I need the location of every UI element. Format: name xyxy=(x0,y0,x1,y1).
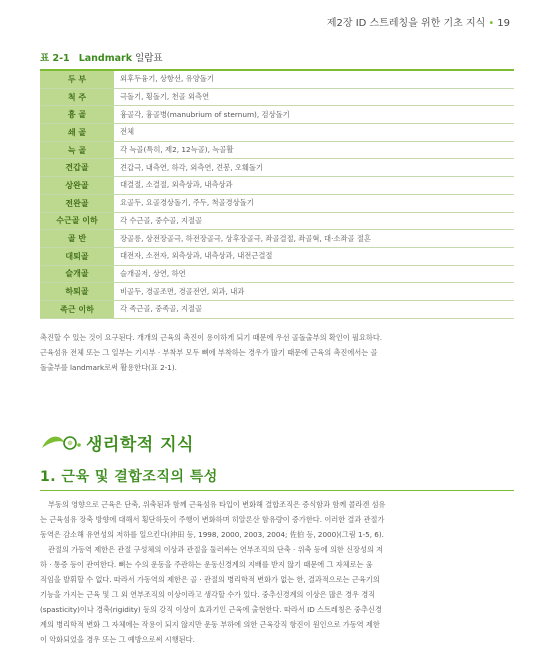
row-value: 극돌기, 횡돌기, 천골 외측연 xyxy=(114,88,514,106)
body-paragraph-1 xyxy=(40,330,514,375)
row-value: 견갑극, 내측연, 하각, 외측연, 견봉, 오훼돌기 xyxy=(114,159,514,177)
row-label: 견갑골 xyxy=(40,159,114,177)
table-row xyxy=(40,230,514,248)
landmark-table xyxy=(40,69,514,319)
text-line: 부동의 영향으로 근육은 단축, 위축된과 함께 근육섬유 타입이 변화해 결합조직은 증식함과 함께 콜라겐 섬유 xyxy=(48,500,386,509)
row-label: 족근 이하 xyxy=(40,300,114,318)
row-value: 슬개골저, 상연, 하연 xyxy=(114,265,514,283)
row-label: 척 주 xyxy=(40,88,114,106)
row-value: 각 수근골, 중수골, 지절골 xyxy=(114,212,514,230)
body-paragraph-2 xyxy=(40,497,514,647)
row-value: 전체 xyxy=(114,124,514,142)
table-title-en: Landmark xyxy=(78,53,133,64)
row-label: 흉 골 xyxy=(40,106,114,124)
row-label: 하퇴골 xyxy=(40,283,114,301)
table-row xyxy=(40,124,514,142)
table-row xyxy=(40,106,514,124)
text-line: 촉진할 수 있는 것이 요구된다. 개개의 근육의 촉진이 용이하게 되기 때문에 우선 골돌출부의 확인이 필요하다. xyxy=(40,333,383,342)
row-label: 골 반 xyxy=(40,230,114,248)
table-row xyxy=(40,141,514,159)
row-value: 흉골각, 흉골병(manubrium of sternum), 검상돌기 xyxy=(114,106,514,124)
row-value: 외후두융기, 상항선, 유양돌기 xyxy=(114,70,514,88)
row-value: 장골릉, 상전장골극, 하전장골극, 상후장골극, 좌골결절, 좌골혁, 대·소좌골 절흔 xyxy=(114,230,514,248)
row-value: 대결절, 소결절, 외측상과, 내측상과 xyxy=(114,177,514,195)
table-row xyxy=(40,212,514,230)
row-label: 슬개골 xyxy=(40,265,114,283)
table-row xyxy=(40,70,514,88)
text-line: 하 · 통증 등이 관여한다. 뼈는 수의 운동을 주관하는 운동신경계의 지배를 받지 않기 때문에 그 자체로는 움 xyxy=(40,560,373,569)
subsection-title: 1. 근육 및 결합조직의 특성 xyxy=(40,469,218,485)
section-title: 생리학적 지식 xyxy=(86,434,194,455)
table-row xyxy=(40,159,514,177)
row-value: 비골두, 경골조면, 경골전연, 외과, 내과 xyxy=(114,283,514,301)
running-header xyxy=(327,14,510,29)
subsection-heading xyxy=(40,462,514,491)
text-line: 직임을 발휘할 수 없다. 따라서 가동역의 제한은 골 · 관절의 병리학적 변화가 없는 한, 결과적으로는 근육기의 xyxy=(40,575,380,584)
table-row xyxy=(40,177,514,195)
table-row xyxy=(40,283,514,301)
table-number: 표 2-1 xyxy=(40,53,70,64)
row-label: 수근골 이하 xyxy=(40,212,114,230)
page-number: 19 xyxy=(497,18,510,29)
table-row xyxy=(40,88,514,106)
row-label: 대퇴골 xyxy=(40,247,114,265)
bullet-dot: • xyxy=(488,18,495,29)
text-line: 돌출부를 landmark로써 활용한다(표 2-1). xyxy=(40,363,177,372)
row-label: 전완골 xyxy=(40,194,114,212)
row-value: 각 늑골(특히, 제2, 12늑골), 늑골활 xyxy=(114,141,514,159)
table-title-ko: 일람표 xyxy=(135,53,163,64)
text-line: 계의 병리학적 변화 그 자체에는 작용이 되지 않지만 운동 부하에 의한 근육강직 항진이 원인으로 가동역 제한 xyxy=(40,620,380,629)
table-caption xyxy=(40,50,163,64)
row-label: 늑 골 xyxy=(40,141,114,159)
chapter-title: 제2장 ID 스트레칭을 위한 기초 지식 xyxy=(326,18,486,29)
text-line: (spasticity)이나 경축(rigidity) 등의 강직 이상이 효과기인 근육에 출현한다. 따라서 ID 스트레칭은 중추신경 xyxy=(40,605,382,614)
table-row xyxy=(40,265,514,283)
row-label: 쇄 골 xyxy=(40,124,114,142)
table-row xyxy=(40,194,514,212)
table-row xyxy=(40,300,514,318)
row-label: 두 부 xyxy=(40,70,114,88)
text-line: 기능을 가지는 근육 및 그 외 연부조직의 이상이라고 생각할 수가 있다. 중추신경계의 이상은 많은 경우 경직 xyxy=(40,590,376,599)
row-value: 요골두, 요골경상돌기, 주두, 척골경상돌기 xyxy=(114,194,514,212)
table-row xyxy=(40,247,514,265)
row-label: 상완골 xyxy=(40,177,114,195)
section-heading xyxy=(40,428,194,456)
section-leaf-icon xyxy=(40,430,82,454)
text-line: 는 근육섬유 장축 방향에 대해서 횡단하듯이 주행이 변화하며 히알론산 함유량이 증가한다. 이러한 결과 관절가 xyxy=(40,515,385,524)
text-line: 근육섬유 전체 또는 그 일부는 기시부 · 부착부 모두 뼈에 부착하는 경우가 많기 때문에 근육의 촉진에서는 골 xyxy=(40,348,378,357)
text-line: 이 악화되었을 경우 또는 그 예방으로써 시행된다. xyxy=(40,635,195,644)
row-value: 각 족근골, 중족골, 지절골 xyxy=(114,300,514,318)
text-line: 관절의 가동역 제한은 관절 구성체의 이상과 관절을 둘러싸는 연부조직의 단축 · 위축 등에 의한 신장성의 저 xyxy=(48,545,384,554)
row-value: 대전자, 소전자, 외측상과, 내측상과, 내전근결절 xyxy=(114,247,514,265)
text-line: 동역은 감소해 유연성의 저하를 일으킨다(沖田 등, 1998, 2000, 2003, 2004; 佐伯 등, 2000)(그림 1-5, 6). xyxy=(40,530,384,539)
